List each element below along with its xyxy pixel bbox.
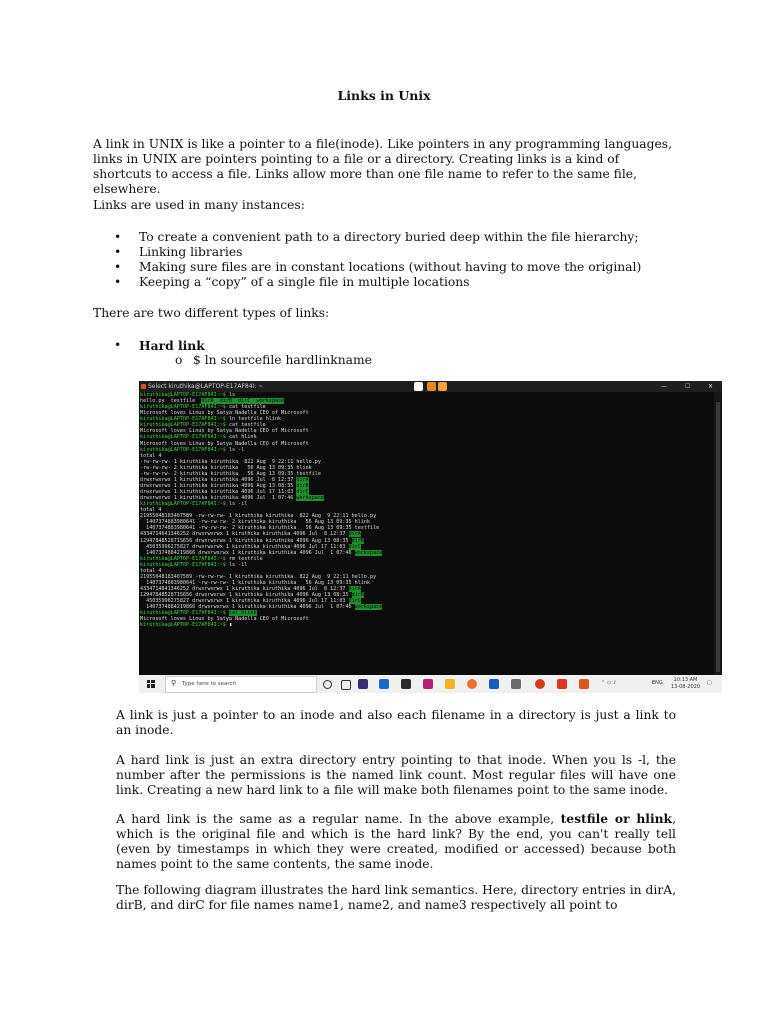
terminal-text: 1407374883980641 -rw-rw-rw- 1 kiruthika kiruthika 56 Aug 13 09:35 hlink — [140, 579, 371, 586]
terminal-text: 21955048183407589 -rw-rw-rw- 1 kiruthika kiruthika 822 Aug 9 22:11 hello.py — [140, 513, 377, 520]
paragraph-text: , which is the original file and which is the hard link? By the end, you can't really tell (even by timestamps in which they were created, modified or accessed) because both names point to the same contents, the same inode. — [116, 812, 676, 871]
terminal-highlight: dirB — [351, 537, 364, 544]
terminal-text: total 4 — [140, 507, 162, 514]
uses-heading: Links are used in many instances: — [93, 198, 305, 212]
cortana-icon[interactable] — [323, 680, 332, 689]
terminal-text: Microsoft loves Linux by Satya Nadella CEO of Microsoft — [140, 616, 309, 623]
terminal-text: 45035996275827 drwxrwxrwx 1 kiruthika kiruthika 4096 Jul 17 11:03 — [140, 598, 349, 605]
terminal-text: rm testfile — [225, 555, 263, 562]
terminal-prompt: kiruthika@LAPTOP-E17AF84I:~$ — [140, 446, 226, 453]
uses-list — [93, 230, 641, 290]
taskbar-app-icon[interactable] — [401, 679, 411, 689]
ubuntu-icon[interactable] — [579, 679, 589, 689]
hard-link-paragraph-1: A hard link is just an extra directory entry pointing to that inode. When you ls -l, the number after the permissions is the named link count. Most regular files will have one link. Creating a new hard link to a file will make both filenames point to the same inode. — [116, 753, 676, 797]
terminal-highlight: dirA — [348, 531, 361, 538]
hard-link-label: Hard link — [139, 338, 205, 353]
terminal-text: Microsoft loves Linux by Satya Nadella CEO of Microsoft — [140, 410, 309, 417]
terminal-highlight: dirC — [348, 598, 361, 605]
ubuntu-icon — [141, 384, 146, 389]
terminal-text: 1407374883980641 -rw-rw-rw- 2 kiruthika kiruthika 56 Aug 13 09:35 testfile — [140, 525, 380, 532]
terminal-text: ls -il — [225, 501, 248, 508]
terminal-text: drwxrwxrwx 1 kiruthika kiruthika 4096 Jul 1 07:46 — [140, 495, 297, 502]
terminal-text: 4334714641346252 drwxrwxrwx 1 kiruthika kiruthika 4096 Jul 8 12:37 — [140, 586, 349, 592]
terminal-output[interactable] — [139, 392, 715, 675]
terminal-text: Microsoft loves Linux by Satya Nadella CEO of Microsoft — [140, 440, 309, 447]
terminal-text: ls -il — [225, 561, 248, 568]
terminal-text: cat testfile — [225, 422, 266, 429]
maximize-button[interactable]: ☐ — [685, 383, 691, 390]
window-title: Select kiruthika@LAPTOP-E17AF84I: ~ — [148, 383, 264, 390]
word-icon[interactable] — [489, 679, 499, 689]
taskbar-app-icon[interactable] — [423, 679, 433, 689]
hard-link-paragraph-2 — [116, 811, 676, 872]
taskbar-clock[interactable] — [671, 677, 700, 691]
paragraph-text: A hard link is the same as a regular name. In the above example, — [116, 812, 561, 826]
terminal-text: 1407374883980641 -rw-rw-rw- 2 kiruthika kiruthika 56 Aug 13 09:35 hlink — [140, 519, 371, 526]
terminal-highlight: dirB — [296, 482, 309, 489]
windows-start-icon[interactable] — [147, 680, 155, 688]
terminal-text: 1407374884219866 drwxrwxrwx 1 kiruthika kiruthika 4096 Jul 1 07:46 — [140, 604, 355, 611]
close-button[interactable]: ✕ — [708, 383, 714, 390]
terminal-text: total 4 — [140, 567, 162, 574]
terminal-highlight: workspace — [354, 604, 383, 611]
taskbar-app-icon[interactable] — [358, 679, 368, 689]
terminal-highlight: workspace — [296, 495, 325, 502]
terminal-prompt: kiruthika@LAPTOP-E17AF84I:~$ — [140, 501, 226, 508]
diagram-paragraph: The following diagram illustrates the hard link semantics. Here, directory entries in dirA, dirB, and dirC for file names name1, name2, and name3 respectively all point to — [116, 883, 676, 912]
search-icon: ⚲ — [171, 679, 177, 687]
list-item: • To create a convenient path to a directory buried deep within the file hierarchy; — [93, 230, 641, 245]
terminal-prompt: kiruthika@LAPTOP-E17AF84I:~$ — [140, 404, 226, 411]
terminal-highlight: cat hlink — [228, 610, 257, 617]
terminal-highlight: workspace — [354, 549, 383, 556]
minimize-button[interactable]: — — [661, 383, 667, 390]
firefox-icon[interactable] — [467, 679, 477, 689]
chrome-icon[interactable] — [535, 679, 545, 689]
taskbar-app-icon[interactable] — [511, 679, 521, 689]
terminal-highlight: dirA — [296, 476, 309, 483]
types-heading: There are two different types of links: — [93, 306, 330, 320]
terminal-text: drwxrwxrwx 1 kiruthika kiruthika 4096 Aug 13 08:35 — [140, 482, 297, 489]
terminal-text: cat testfile — [225, 404, 266, 411]
terminal-text: Microsoft loves Linux by Satya Nadella CEO of Microsoft — [140, 428, 309, 435]
terminal-highlight: dirC — [348, 543, 361, 550]
terminal-screenshot — [139, 381, 722, 693]
list-item: • Making sure files are in constant locations (without having to move the original) — [93, 260, 641, 275]
language-indicator[interactable]: ENG — [652, 680, 663, 686]
notification-icon[interactable]: ▢ — [707, 680, 712, 686]
chrome-icon — [414, 382, 423, 391]
window-titlebar — [139, 381, 722, 392]
terminal-text: 4334714641346252 drwxrwxrwx 1 kiruthika kiruthika 4096 Jul 8 12:37 — [140, 531, 349, 538]
terminal-scrollbar[interactable] — [714, 392, 722, 675]
terminal-text: total 4 — [140, 452, 162, 459]
terminal-prompt: kiruthika@LAPTOP-E17AF84I:~$ — [140, 434, 226, 441]
folder-icon[interactable] — [445, 679, 455, 689]
hard-link-command: $ ln sourcefile hardlinkname — [193, 353, 372, 367]
document-page: Links in Unix A link in UNIX is like a pointer to a file(inode). Like pointers in any programming languages, links in UNIX are pointers pointing to a file or a directory. Creating links is a kind of shortcuts to access a file. Links allow more than one file name to refer to the same file, elsewhere. Links are used in many instances: • To create a convenient path to a directory buried deep within the file hierarchy; • Linking libraries • Making sure files are in constant locations (without having to move the original) • Keeping a “copy” of a single file in multiple locations There are two different types of links: • Hard link o $ ln sourcefile hardlinkname Select kiruthika@LAPTOP-E17AF84I: ~ — ☐ ✕ kiruthika@LAPTOP-E17AF84I:~$ ls hello.py testfile dirA dirB dirC workspace kiruthika@LAPTOP-E17AF84I:~$ cat testfile Microsoft loves Linux by Satya Nadella CEO of Microsoft kiruthika@LAPTOP-E17AF84I:~$ ln testfile hlink kiruthika@LAPTOP-E17AF84I:~$ cat testfile Microsoft loves Linux by Satya Nadella CEO of Microsoft kiruthika@LAPTOP-E17AF84I:~$ cat hlink Microsoft loves Linux by Satya Nadella CEO of Microsoft kiruthika@LAPTOP-E17AF84I:~$ ls -l total 4 -rw-rw-rw- 1 kiruthika kiruthika 822 Aug 9 22:11 hello.py -rw-rw-rw- 2 kiruthika kiruthika 56 Aug 13 09:35 hlink -rw-rw-rw- 2 kiruthika kiruthika 56 Aug 13 09:35 testfile drwxrwxrwx 1 kiruthika kiruthika 4096 Jul 8 12:37 dirA drwxrwxrwx 1 kiruthika kiruthika 4096 Aug 13 08:35 dirB drwxrwxrwx 1 kiruthika kiruthika 4096 Jul 17 11:03 dirC drwxrwxrwx 1 kiruthika kiruthika 4096 Jul 1 07:46 workspace kiruthika@LAPTOP-E17AF84I:~$ ls -il total 4 21955048183407589 -rw-rw-rw- 1 kiruthika kiruthika 822 Aug 9 22:11 hello.py 1407374883980641 -rw-rw-rw- 2 kiruthika kiruthika 56 Aug 13 09:35 hlink 1407374883980641 -rw-rw-rw- 2 kiruthika kiruthika 56 Aug 13 09:35 testfile 4334714641346252 drwxrwxrwx 1 kiruthika kiruthika 4096 Jul 8 12:37 dirA 1294784852871S656 drwxrwxrwx 1 kiruthika kiruthika 4096 Aug 13 08:35 dirB 45035996275827 drwxrwxrwx 1 kiruthika kiruthika 4096 Jul 17 11:03 dirC 1407374884219866 drwxrwxrwx 1 kiruthika kiruthika 4096 Jul 1 07:46 workspace kiruthika@LAPTOP-E17AF84I:~$ rm testfile kiruthika@LAPTOP-E17AF84I:~$ ls -il total 4 21955048183407589 -rw-rw-rw- 1 kiruthika kiruthika 822 Aug 9 22:11 hello.py 1407374883980641 -rw-rw-rw- 1 kiruthika kiruthika 56 Aug 13 09:35 hlink 4334714641346252 drwxrwxrwx 1 kiruthika kiruthika 4096 Jul 8 12:37 dirA 1294784852871S656 drwxrwxrwx 1 kiruthika kiruthika 4096 Aug 13 08:35 dirB 45035996275827 drwxrwxrwx 1 kiruthika kiruthika 4096 Jul 17 11:03 dirC 1407374884219866 drwxrwxrwx 1 kiruthika kiruthika 4096 Jul 1 07:46 workspace kiruthika@LAPTOP-E17AF84I:~$ cat hlink Microsoft loves Linux by Satya Nadella CEO of Microsoft kiruthika@LAPTOP-E17AF84I:~$ ▮ ⚲ Type here to search ⌃ ▭ ♪ ENG 10:13 AM 13-08-2020 ▢ A link is just a pointer to an inode and also each filename in a directory is just a link to an inode. A hard link is just an extra directory entry pointing to that inode. When you ls -l, the number after the permissions is the named link count. Most regular files will have one link. Creating a new hard link to a file will make both filenames point to the same inode. A hard link is the same as a regular name. In the above example, testfile or hlink, which is the original file and which is the hard link? By the end, you can't really tell (even by timestamps in which they were created, modified or accessed) because both names point to the same contents, the same inode. The following diagram illustrates the hard link semantics. Here, directory entries in dirA, dirB, and dirC for file names name1, name2, and name3 respectively all point to — [0, 0, 768, 1024]
clock-time: 10:13 AM — [673, 677, 698, 683]
terminal-prompt: kiruthika@LAPTOP-E17AF84I:~$ — [140, 555, 226, 562]
tray-icons[interactable]: ⌃ ▭ ♪ — [601, 680, 617, 686]
terminal-text: 45035996275827 drwxrwxrwx 1 kiruthika kiruthika 4096 Jul 17 11:03 — [140, 543, 349, 550]
terminal-text: -rw-rw-rw- 2 kiruthika kiruthika 56 Aug 13 09:35 testfile — [140, 470, 321, 477]
list-item: • Keeping a “copy” of a single file in multiple locations — [93, 275, 641, 290]
list-item: • Linking libraries — [93, 245, 641, 260]
task-view-icon[interactable] — [341, 680, 351, 690]
scrollbar-thumb[interactable] — [716, 402, 720, 672]
terminal-prompt: kiruthika@LAPTOP-E17AF84I:~$ — [140, 610, 226, 617]
terminal-prompt: kiruthika@LAPTOP-E17AF84I:~$ — [140, 422, 226, 429]
app-icon — [438, 382, 447, 391]
terminal-text: drwxrwxrwx 1 kiruthika kiruthika 4096 Jul 17 11:03 — [140, 489, 297, 495]
terminal-highlight: dirC — [296, 489, 309, 495]
terminal-text: hello.py testfile — [140, 398, 202, 405]
terminal-prompt: kiruthika@LAPTOP-E17AF84I:~$ — [140, 416, 226, 423]
taskbar-search-box[interactable] — [165, 676, 317, 693]
taskbar-app-icon[interactable] — [379, 679, 389, 689]
hard-link-command-item: o $ ln sourcefile hardlinkname — [175, 353, 372, 367]
terminal-prompt: kiruthika@LAPTOP-E17AF84I:~$ — [140, 392, 226, 398]
windows-taskbar — [139, 675, 722, 693]
terminal-text: ln testfile hlink — [225, 416, 282, 423]
terminal-line — [140, 622, 715, 628]
terminal-text: -rw-rw-rw- 2 kiruthika kiruthika 56 Aug 13 09:35 hlink — [140, 464, 312, 471]
terminal-text: 1407374884219866 drwxrwxrwx 1 kiruthika kiruthika 4096 Jul 1 07:46 — [140, 549, 355, 556]
terminal-text: 1294784852871S656 drwxrwxrwx 1 kiruthika kiruthika 4096 Aug 13 08:35 — [140, 592, 352, 599]
intro-paragraph: A link in UNIX is like a pointer to a file(inode). Like pointers in any programming languages, links in UNIX are pointers pointing to a file or a directory. Creating links is a kind of shortcuts to access a file. Links allow more than one file name to refer to the same file, elsewhere. — [93, 137, 673, 196]
terminal-text: 1294784852871S656 drwxrwxrwx 1 kiruthika kiruthika 4096 Aug 13 08:35 — [140, 537, 352, 544]
terminal-text: cat hlink — [225, 434, 257, 441]
inode-paragraph: A link is just a pointer to an inode and also each filename in a directory is just a link to an inode. — [116, 708, 676, 737]
clock-date: 13-08-2020 — [670, 684, 700, 690]
terminal-prompt: kiruthika@LAPTOP-E17AF84I:~$ — [140, 561, 226, 568]
terminal-highlight: dirA dirB dirC workspace — [201, 398, 285, 405]
bold-term: testfile or hlink — [560, 811, 673, 826]
terminal-highlight: dirB — [351, 592, 364, 599]
firefox-icon — [427, 382, 436, 391]
terminal-text: 21955048183407589 -rw-rw-rw- 1 kiruthika kiruthika 822 Aug 9 22:11 hello.py — [140, 573, 377, 580]
page-title: Links in Unix — [337, 88, 431, 103]
terminal-text: drwxrwxrwx 1 kiruthika kiruthika 4096 Jul 8 12:37 — [140, 476, 297, 483]
search-placeholder: Type here to search — [182, 681, 237, 687]
terminal-text: ls -l — [225, 446, 245, 453]
terminal-highlight: dirA — [348, 586, 361, 592]
terminal-text: ls — [225, 392, 236, 398]
terminal-text: ▮ — [225, 622, 233, 629]
terminal-text: -rw-rw-rw- 1 kiruthika kiruthika 822 Aug 9 22:11 hello.py — [140, 458, 321, 465]
acrobat-icon[interactable] — [557, 679, 567, 689]
terminal-prompt: kiruthika@LAPTOP-E17AF84I:~$ — [140, 622, 226, 629]
